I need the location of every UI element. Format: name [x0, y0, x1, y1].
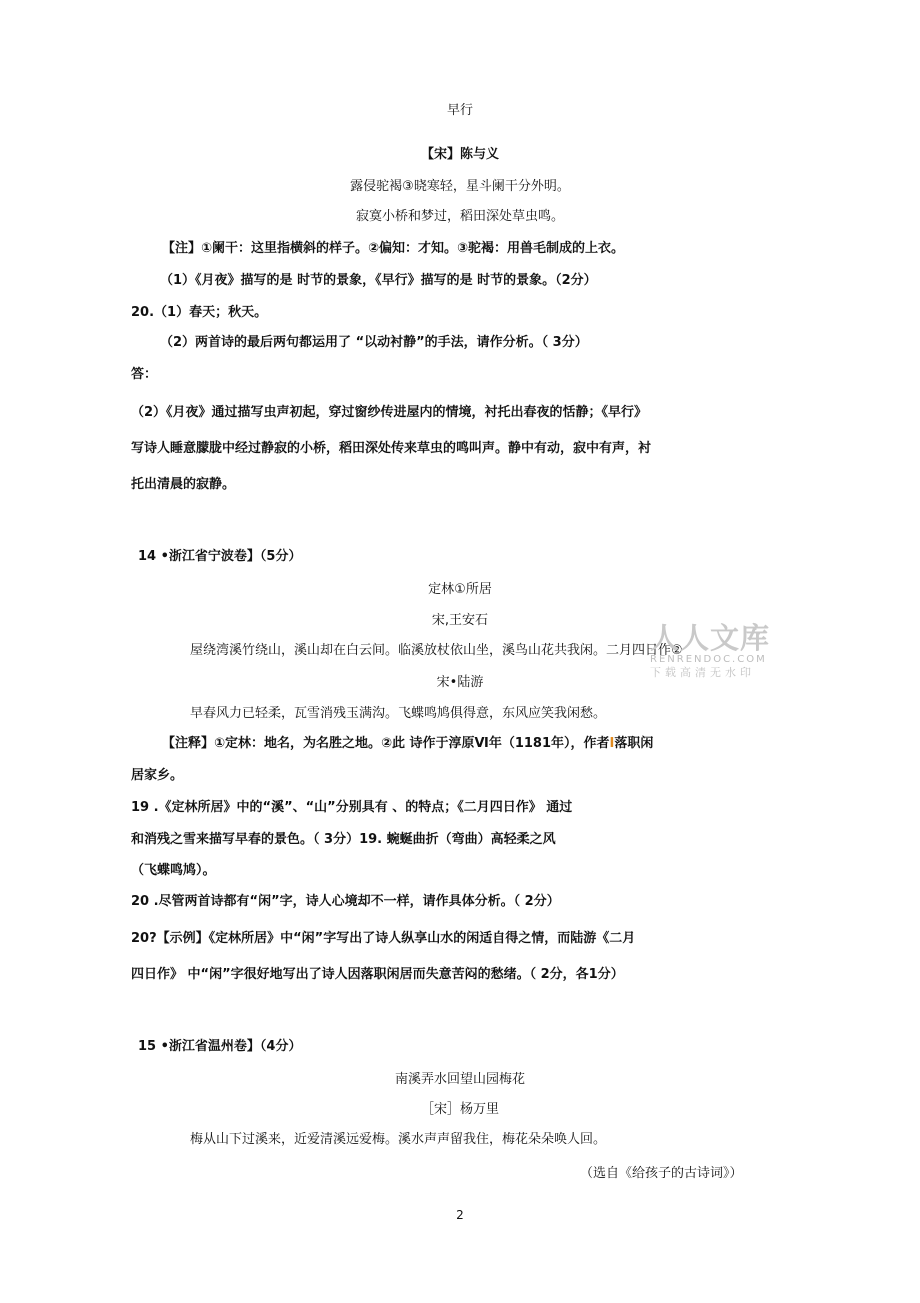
question-19-line1: 19 .《定林所居》中的“溪”、“山”分别具有 、的特点；《二月四日作》 通过	[131, 800, 573, 815]
answer-2-line1: （2）《月夜》通过描写虫声初起，穿过窗纱传进屋内的情境，衬托出春夜的恬静；《早行》	[131, 405, 648, 420]
poem-a-author: 宋,王安石	[431, 613, 489, 628]
note-orange-mark: I	[609, 736, 615, 751]
poem-c-author: ［宋］杨万里	[420, 1102, 499, 1117]
poem1-line2: 寂寞小桥和梦过，稻田深处草虫鸣。	[355, 209, 564, 224]
note-part1: 【注释】①定林：地名，为名胜之地。②此 诗作于淳原Ⅵ年（1181年），作者	[162, 736, 610, 751]
question-1: （1）《月夜》描写的是 时节的景象，《早行》描写的是 时节的景象。（2分）	[160, 273, 597, 288]
poem1-title: 早行	[446, 103, 473, 118]
question-20: 20 .尽管两首诗都有“闲”字，诗人心境却不一样，请作具体分析。（ 2分）	[131, 894, 560, 909]
answer-2-line2: 写诗人睡意朦胧中经过静寂的小桥，稻田深处传来草虫的鸣叫声。静中有动，寂中有声，衬	[131, 441, 652, 456]
poem-b-author: 宋•陆游	[436, 675, 484, 690]
section14-note	[162, 735, 653, 753]
section14-header: 14 •浙江省宁波卷】（5分）	[138, 549, 302, 564]
watermark-slogan: 下载高清无水印	[650, 666, 755, 679]
poem-b-line: 早春风力已轻柔，瓦雪消残玉满沟。飞蝶鸣鸠俱得意，东风应笑我闲愁。	[190, 706, 607, 721]
poem1-note: 【注】①阑干：这里指横斜的样子。②偏知：才知。③驼褐：用兽毛制成的上衣。	[162, 241, 625, 256]
poem-c-title: 南溪弄水回望山园梅花	[394, 1072, 525, 1087]
answer-1: 20.（1）春天；秋天。	[131, 305, 268, 320]
poem-a-line: 屋绕湾溪竹绕山，溪山却在白云间。临溪放杖依山坐，溪鸟山花共我闲。二月四日作②	[190, 643, 683, 658]
answer-label: 答：	[131, 367, 158, 382]
question-19-line2: 和消残之雪来描写早春的景色。（ 3分）19. 蜿蜒曲折（弯曲）高轻柔之风	[131, 832, 556, 847]
poem-c-line: 梅从山下过溪来，近爱清溪远爱梅。溪水声声留我住，梅花朵朵唤人回。	[190, 1132, 607, 1147]
poem1-author: 【宋】陈与义	[420, 147, 499, 162]
poem-a-title: 定林①所居	[428, 582, 492, 597]
note-part2: 落职闲	[614, 736, 654, 751]
page-number: 2	[456, 1208, 464, 1222]
poem1-line1: 露侵驼褐③晓寒轻，星斗阑干分外明。	[350, 179, 570, 194]
question-19-line3: （飞蝶鸣鸠）。	[131, 863, 216, 878]
answer-20-line1: 20?【示例】《定林所居》中“闲”字写出了诗人纵享山水的闲适自得之情，而陆游《二月	[131, 931, 636, 946]
watermark-brand: 人人文库	[650, 621, 771, 655]
section14-note-line2: 居家乡。	[131, 768, 184, 783]
poem-c-source: （选自《给孩子的古诗词》）	[580, 1166, 743, 1181]
section15-header: 15 •浙江省温州卷】（4分）	[138, 1039, 302, 1054]
watermark	[650, 622, 780, 680]
answer-20-line2: 四日作》 中“闲”字很好地写出了诗人因落职闲居而失意苦闷的愁绪。（ 2分，各1分）	[131, 967, 624, 982]
answer-2-line3: 托出清晨的寂静。	[131, 477, 236, 492]
watermark-url: RENRENDOC.COM	[650, 654, 767, 665]
question-2: （2）两首诗的最后两句都运用了 “以动衬静”的手法，请作分析。（ 3分）	[160, 335, 588, 350]
